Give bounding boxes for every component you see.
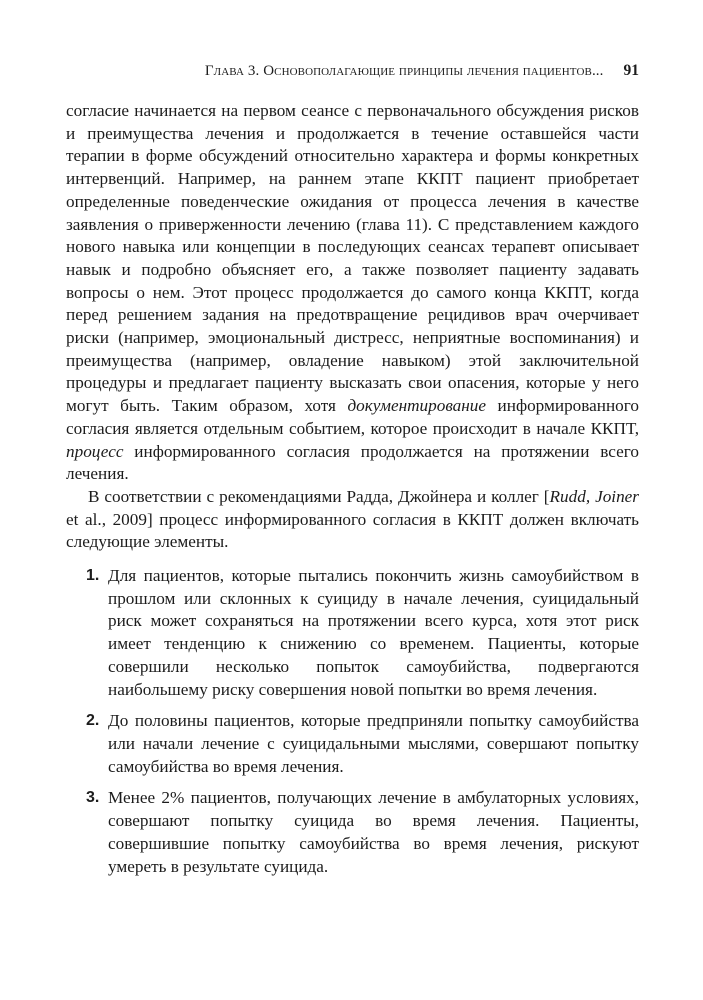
paragraph-1-text-c: информированного согласия продолжается на протяжении всего лечения. — [66, 441, 639, 484]
paragraph-2-text-a: В соответствии с рекомендациями Радда, Джойнера и коллег [ — [88, 486, 550, 506]
paragraph-2 — [66, 486, 639, 554]
paragraph-1-text-b: информированного согласия является отдельным событием, которое происходит в начале ККПТ, — [66, 396, 639, 438]
list-item-number: 3. — [86, 789, 100, 807]
list-item — [66, 565, 639, 701]
paragraph-2-citation-authors: Rudd, Joiner — [549, 486, 639, 506]
paragraph-1-text-a: согласие начинается на первом сеансе с первоначального обсуждения рисков и преимущества лечения и продолжается в течение оставшейся части терапии в форме обсуждений относительно характера и формы конкретных интервенций. Например, на раннем этапе ККПТ пациент приобретает определенные поведенческие ожидания от процесса лечения в качестве заявления о приверженности лечению (глава 11). С представлением каждого нового навыка или концепции в последующих сеансах терапевт описывает навык и подробно объясняет его, а также позволяет пациенту задавать вопросы о нем. Этот процесс продолжается до самого конца ККПТ, когда перед решением задания на предотвращение рецидивов врач очерчивает риски (например, эмоциональный дистресс, неприятные воспоминания) и преимущества (например, овладение навыком) этой заключительной процедуры и предлагает пациенту высказать свои опасения, которые у него могут быть. Таким образом, хотя — [66, 101, 639, 416]
paragraph-1-italic-b: процесс — [66, 441, 124, 461]
list-item — [66, 710, 639, 778]
running-header — [66, 62, 639, 84]
paragraph-1 — [66, 100, 639, 486]
list-item-text: До половины пациентов, которые предприняли попытку самоубийства или начали лечение с суицидальными мыслями, совершают попытку самоубийства во время лечения. — [108, 711, 639, 776]
numbered-list — [66, 565, 639, 878]
body-text — [66, 100, 639, 878]
list-item-text: Для пациентов, которые пытались покончить жизнь самоубийством в прошлом или склонных к суициду в начале лечения, суицидальный риск может сохраняться на протяжении всего курса, хотя этот риск имеет тенденцию к снижению со временем. Пациенты, которые совершили несколько попыток самоубийства, подвергаются наибольшему риску совершения новой попытки во время лечения. — [108, 566, 639, 699]
chapter-title: Глава 3. Основополагающие принципы лечения пациентов... — [204, 63, 604, 79]
page-number: 91 — [623, 62, 639, 79]
list-item-text: Менее 2% пациентов, получающих лечение в амбулаторных условиях, совершают попытку суицида во время лечения. Пациенты, совершившие попытку самоубийства во время лечения, рискуют умереть в результате суицида. — [108, 788, 639, 876]
list-item — [66, 787, 639, 878]
book-page — [66, 62, 639, 887]
paragraph-2-text-b: et al., 2009] процесс информированного согласия в ККПТ должен включать следующие элементы. — [66, 509, 639, 552]
paragraph-1-italic-a: документирование — [347, 396, 487, 416]
list-item-number: 2. — [86, 712, 100, 730]
list-item-number: 1. — [86, 567, 100, 585]
